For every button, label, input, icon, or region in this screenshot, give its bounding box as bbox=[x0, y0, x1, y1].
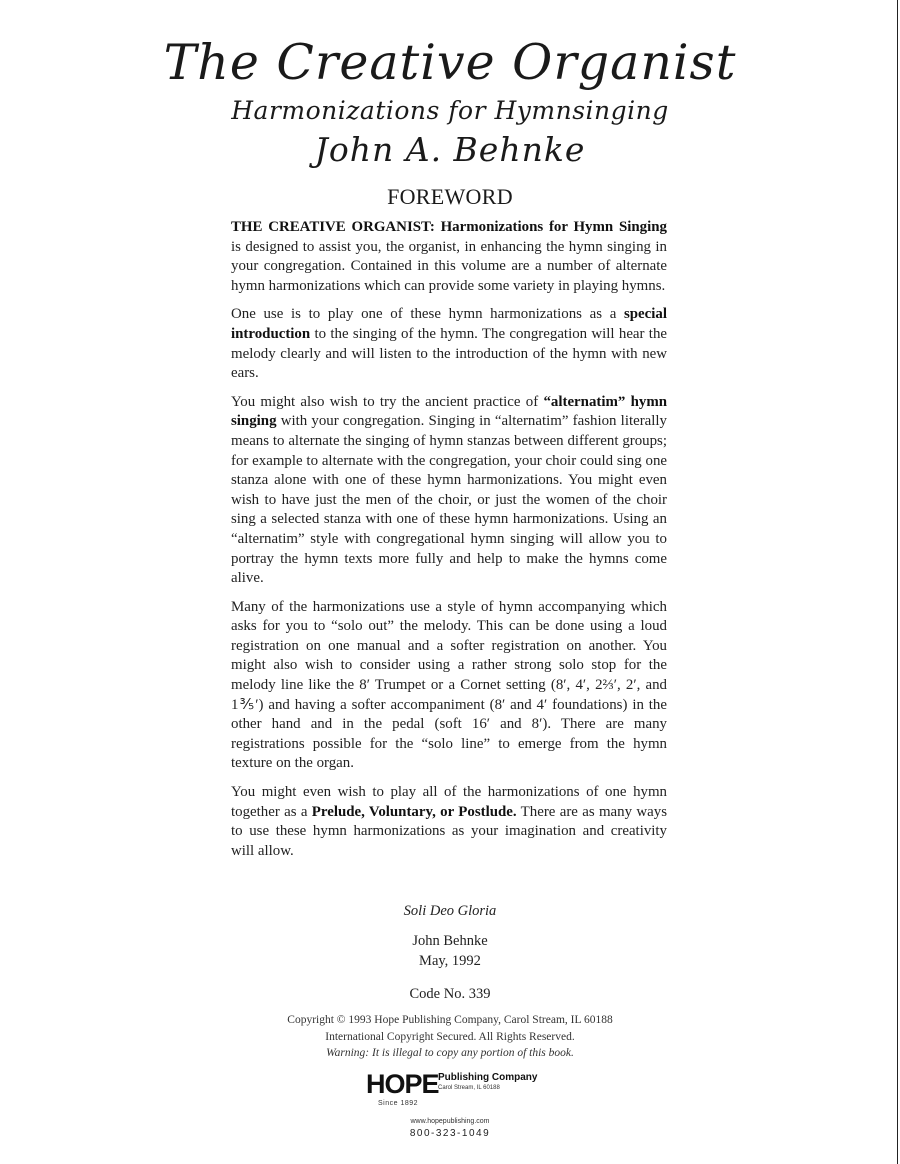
code-number: Code No. 339 bbox=[409, 986, 491, 1002]
book-author: John A. Behnke bbox=[314, 130, 586, 169]
publisher-logo-word: HOPE bbox=[366, 1069, 439, 1099]
foreword-body bbox=[231, 218, 667, 870]
emphasis-special-introduction: special introduction bbox=[231, 306, 667, 342]
closing-block bbox=[0, 903, 900, 973]
closing-motto: Soli Deo Gloria bbox=[403, 903, 497, 919]
publisher-logo bbox=[366, 1070, 546, 1114]
book-name-bold: THE CREATIVE ORGANIST: Harmonizations for Hymn Singing bbox=[231, 219, 667, 235]
emphasis-alternatim: “alternatim” hymn singing bbox=[231, 393, 668, 430]
publisher-phone: 800-323-1049 bbox=[409, 1128, 491, 1139]
book-subtitle: Harmonizations for Hymnsinging bbox=[231, 96, 669, 125]
rights-line: International Copyright Secured. All Rights Reserved. bbox=[325, 1030, 575, 1043]
foreword-heading: FOREWORD bbox=[387, 184, 513, 209]
foreword-paragraph-4: Many of the harmonizations use a style of hymn accompanying which asks for you to “solo out” the melody. This can be done using a loud registration on one manual and a softer registration on another. You might also wish to consider using a rather strong solo stop for the melody line like the 8′ Trumpet or a Cornet setting (8′, 4′, 2⅔′, 2′, and 1⅗′) and having a softer accompaniment (8′ and 4′ foundations) in the other hand and in the pedal (soft 16′ and 8′). There are many registrations possible for the “solo line” to emerge from the hymn texture on the organ. bbox=[231, 598, 667, 772]
signature-date: May, 1992 bbox=[419, 953, 481, 969]
foreword-paragraph-5: You might even wish to play all of the harmonizations of one hymn together as a Prelude, Voluntary, or Postlude. There are as many ways to use these hymn harmonizations as your imagination and creativity will allow. bbox=[231, 784, 667, 859]
signature-name: John Behnke bbox=[412, 933, 488, 949]
emphasis-prelude: Prelude, Voluntary, or Postlude. bbox=[311, 803, 517, 820]
foreword-paragraph-3: You might also wish to try the ancient practice of “alternatim” hymn singing with your congregation. Singing in “alternatim” fashion literally means to alternate the singing of hymn stanzas between different groups; for example to alternate with the congregation, your choir could sing one stanza alone with one of these hymn harmonizations. You might even wish to have just the men of the choir, or just the women of the choir sing a selected stanza with one of these hymn harmonizations. Using an “alternatim” style with congregational hymn singing will allow you to portray the hymn texts more fully and help to make the hymns come alive. bbox=[231, 393, 668, 587]
copy-warning: Warning: It is illegal to copy any portion of this book. bbox=[326, 1047, 574, 1059]
foreword-paragraph-2: One use is to play one of these hymn harmonizations as a special introduction to the singing of the hymn. The congregation will hear the melody clearly and will listen to the introduction of the hymn with new ears. bbox=[231, 306, 667, 382]
book-title: The Creative Organist bbox=[163, 34, 737, 91]
publisher-website: www.hopepublishing.com bbox=[410, 1118, 490, 1125]
publisher-since: Since 1892 bbox=[378, 1100, 419, 1107]
foreword-paragraph-1: THE CREATIVE ORGANIST: Harmonizations for Hymn Singing is designed to assist you, the organist, in enhancing the hymn singing in your congregation. Contained in this volume are a number of alternate hymn harmonizations which can provide some variety in playing hymns. bbox=[231, 219, 667, 294]
publisher-location: Carol Stream, IL 60188 bbox=[438, 1085, 500, 1091]
copyright-line: Copyright © 1993 Hope Publishing Company, Carol Stream, IL 60188 bbox=[287, 1014, 613, 1026]
copyright-notice bbox=[0, 1012, 900, 1062]
publisher-name: Publishing Company bbox=[438, 1072, 538, 1083]
